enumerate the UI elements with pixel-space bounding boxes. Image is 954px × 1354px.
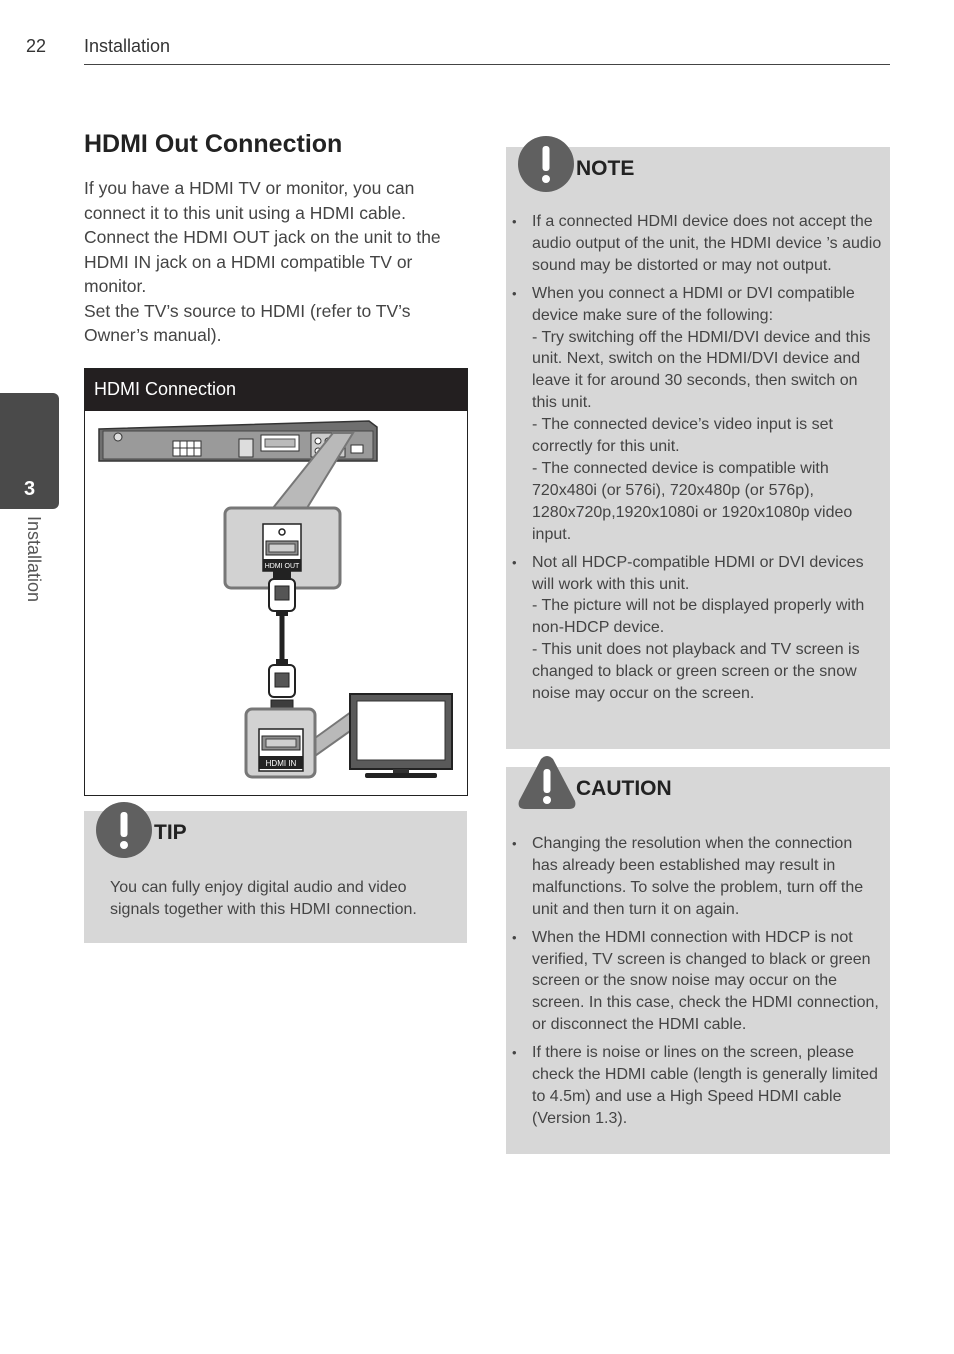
figure-title: HDMI Connection (85, 369, 467, 411)
header-title: Installation (84, 36, 171, 56)
tip-box (84, 811, 467, 943)
list-item (506, 211, 890, 277)
note-list (506, 211, 890, 711)
tv-illustration (350, 694, 452, 778)
list-item: • If there is noise or lines on the screen, please check the HDMI cable (length is generally limited to 4.5m) and use a High Speed HDMI cable (Version 1.3). (506, 1042, 890, 1130)
note-subitem: - This unit does not playback and TV screen is changed to black or green screen or the snow noise may occur on the screen. (532, 641, 860, 703)
caution-box (506, 767, 890, 1154)
intro-text (84, 176, 464, 348)
list-item: • Changing the resolution when the connection has already been established may result in malfunctions. To solve the problem, turn off the unit and then turn it on again. (506, 833, 890, 921)
exclamation-circle-icon (95, 801, 153, 859)
hdmi-cable-illustration (264, 571, 300, 731)
note-subitem: - The connected device is compatible with 720x480i (or 576i), 720x480p (or 576p), 1280x720p,1920x1080i or 1920x1080p video input. (532, 459, 853, 543)
header-rule (84, 64, 890, 65)
hdmi-in-label: HDMI IN (265, 759, 297, 768)
note-text: • When you connect a HDMI or DVI compatible device make sure of the following: (532, 284, 855, 324)
note-box (506, 147, 890, 749)
chapter-tab (0, 393, 59, 509)
hdmi-connection-figure (84, 368, 468, 796)
list-item: • When the HDMI connection with HDCP is not verified, TV screen is changed to black or green screen or the snow noise may occur on the screen. In this case, check the HDMI connection, or disconnect the HDMI cable. (506, 927, 890, 1037)
note-title: NOTE (576, 157, 635, 180)
hdmi-out-label: HDMI OUT (264, 563, 300, 570)
intro-paragraph: If you have a HDMI TV or monitor, you can connect it to this unit using a HDMI cable. Connect the HDMI OUT jack on the unit to the HDMI IN jack on a HDMI compatible TV or monitor. (84, 178, 441, 296)
hdmi-connection-diagram (85, 411, 466, 793)
hdmi-in-port (259, 729, 303, 771)
note-subitem: - Try switching off the HDMI/DVI device and this unit. Next, switch on the HDMI/DVI device and leave it for around 30 seconds, then switch on this unit. (532, 328, 871, 412)
note-subitem: - The picture will not be displayed properly with non-HDCP device. (532, 597, 865, 637)
warning-triangle-icon (517, 755, 577, 811)
list-item (506, 283, 890, 546)
chapter-label: Installation (24, 516, 44, 603)
note-subitem: - The connected device’s video input is set correctly for this unit. (532, 416, 833, 456)
section-title: HDMI Out Connection (84, 130, 343, 158)
note-text: • If a connected HDMI device does not accept the audio output of the unit, the HDMI device ’s audio sound may be distorted or may not output. (532, 213, 882, 274)
caution-title: CAUTION (576, 777, 672, 800)
list-item (506, 552, 890, 705)
tip-text: You can fully enjoy digital audio and video signals together with this HDMI connection. (110, 879, 417, 918)
note-text: • Not all HDCP-compatible HDMI or DVI devices will work with this unit. (532, 553, 864, 593)
exclamation-circle-icon (517, 135, 575, 193)
hdmi-out-port (263, 524, 301, 571)
caution-list (506, 833, 890, 1136)
page-number: 22 (26, 36, 47, 56)
intro-paragraph: Set the TV’s source to HDMI (refer to TV’s Owner’s manual). (84, 300, 411, 345)
chapter-number: 3 (23, 478, 36, 500)
tip-title: TIP (154, 821, 187, 844)
